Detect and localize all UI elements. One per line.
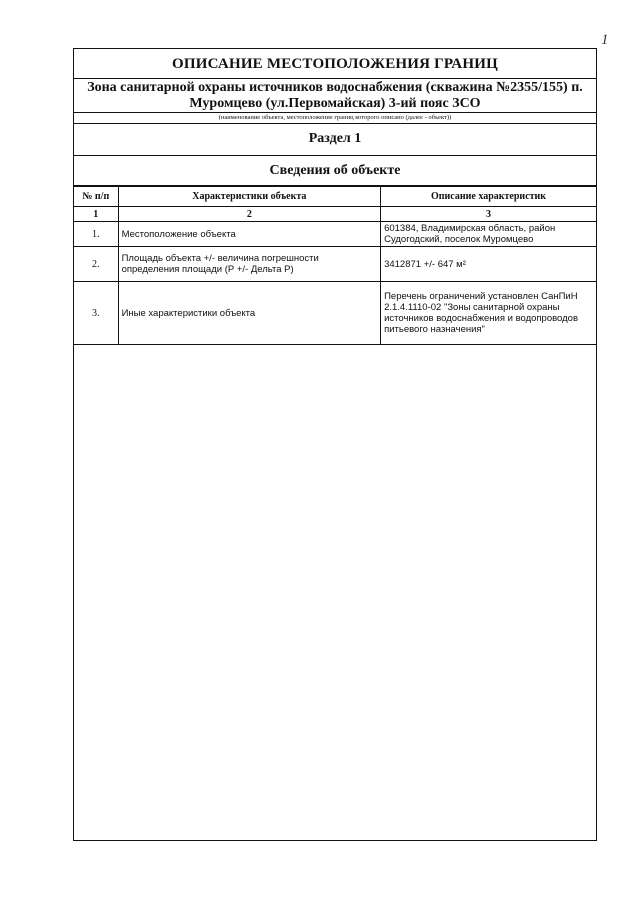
table-header-row — [74, 187, 596, 207]
column-number: 1 — [74, 207, 118, 222]
document-frame — [73, 48, 597, 841]
object-caption: (наименование объекта, местоположение границ которого описано (далее - объект)) — [74, 112, 596, 124]
row-description: 3412871 +/- 647 м² — [381, 247, 596, 282]
header-characteristic: Характеристики объекта — [118, 187, 381, 207]
table-row — [74, 247, 596, 282]
subsection-title: Сведения об объекте — [74, 156, 596, 186]
object-name-line2: Муромцево (ул.Первомайская) 3-ий пояс ЗСО — [189, 96, 481, 111]
column-number: 3 — [381, 207, 596, 222]
header-number: № п/п — [74, 187, 118, 207]
row-number: 1. — [74, 222, 118, 247]
row-characteristic: Иные характеристики объекта — [118, 282, 381, 345]
header-description: Описание характеристик — [381, 187, 596, 207]
row-number: 3. — [74, 282, 118, 345]
row-characteristic: Местоположение объекта — [118, 222, 381, 247]
document-title: ОПИСАНИЕ МЕСТОПОЛОЖЕНИЯ ГРАНИЦ — [74, 49, 596, 79]
object-name — [74, 79, 596, 112]
row-characteristic: Площадь объекта +/- величина погрешности определения площади (Р +/- Дельта Р) — [118, 247, 381, 282]
page-number: 1 — [601, 32, 609, 48]
table-row — [74, 222, 596, 247]
object-name-line1: Зона санитарной охраны источников водоснабжения (скважина №2355/155) п. — [87, 80, 583, 95]
row-number: 2. — [74, 247, 118, 282]
table-row — [74, 282, 596, 345]
section-title: Раздел 1 — [74, 124, 596, 156]
column-numbers-row — [74, 207, 596, 222]
column-number: 2 — [118, 207, 381, 222]
object-info-table — [74, 186, 596, 345]
row-description: Перечень ограничений установлен СанПиН 2.1.4.1110-02 "Зоны санитарной охраны источников водоснабжения и водопроводов питьевого назначения" — [381, 282, 596, 345]
row-description: 601384, Владимирская область, район Судогодский, поселок Муромцево — [381, 222, 596, 247]
